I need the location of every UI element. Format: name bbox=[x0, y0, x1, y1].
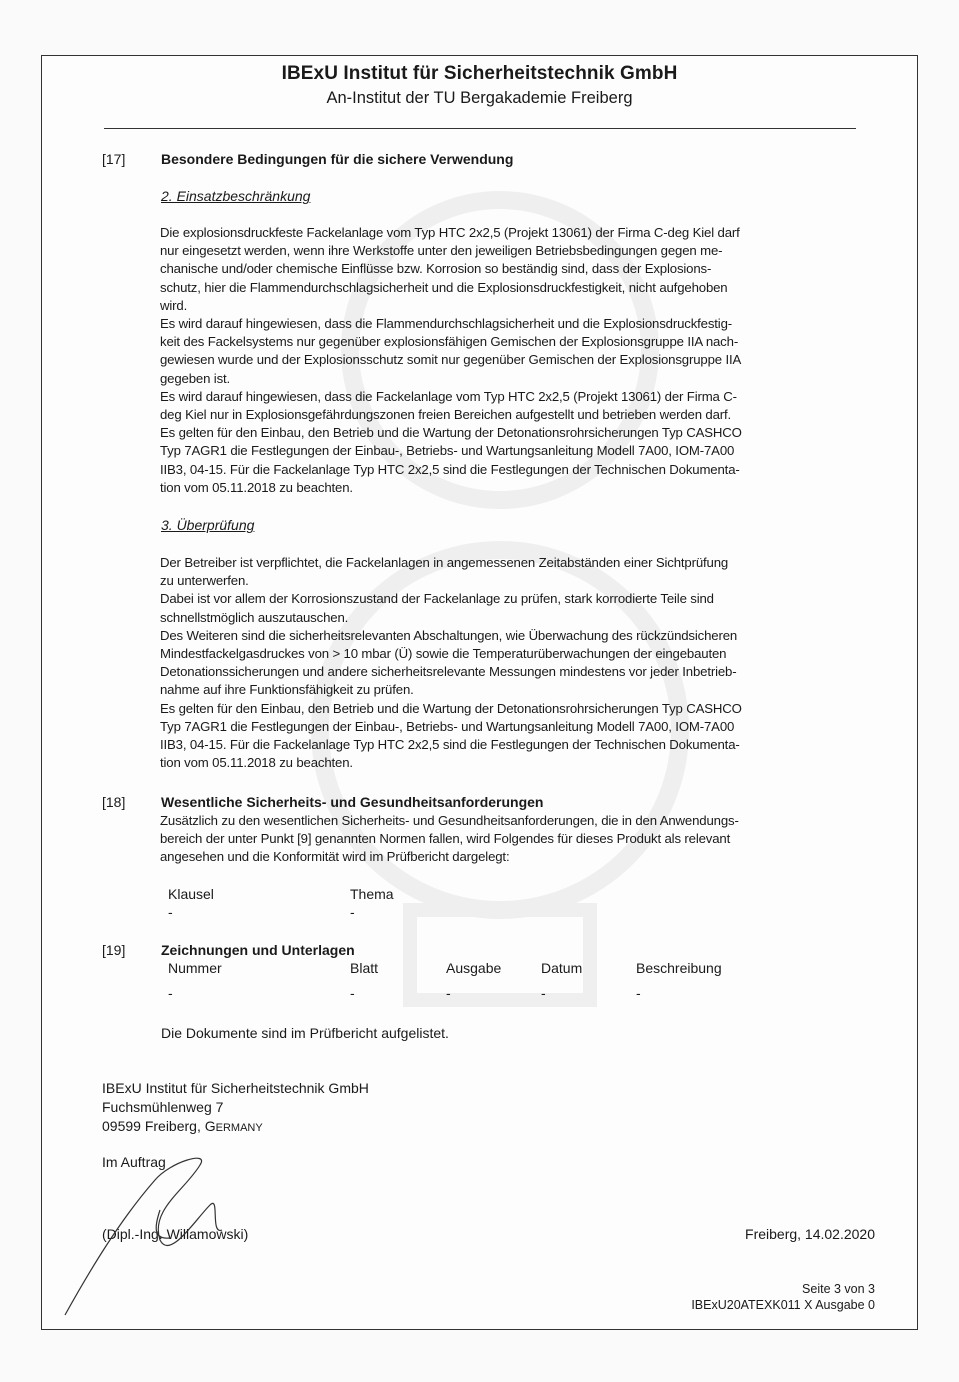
section-19-heading: Zeichnungen und Unterlagen bbox=[161, 942, 355, 958]
text-line: Typ 7AGR1 die Festlegungen der Einbau-, Betriebs- und Wartungsanleitung Modell 7A00, IOM-7A00 bbox=[160, 718, 735, 734]
table-header-nummer: Nummer bbox=[168, 960, 222, 976]
table-cell-thema: - bbox=[350, 904, 355, 920]
text-line: deg Kiel nur in Explosionsgefährdungszonen freien Bereichen aufgestellt und betrieben werden darf. bbox=[160, 407, 732, 423]
text-line: Zusätzlich zu den wesentlichen Sicherheits- und Gesundheitsanforderungen, die in den Anwendungs- bbox=[160, 813, 739, 828]
header-divider bbox=[104, 128, 856, 129]
table-header-ausgabe: Ausgabe bbox=[446, 960, 502, 976]
text-line: IIB3, 04-15. Für die Fackelanlage Typ HTC 2x2,5 sind die Festlegungen der Technischen Dokumenta- bbox=[160, 461, 740, 477]
signature-mark bbox=[60, 1150, 230, 1320]
text-line: wird. bbox=[160, 297, 188, 313]
text-line: nahme auf ihre Funktionsfähigkeit zu prüfen. bbox=[160, 682, 414, 698]
text-line: chanische und/oder chemische Einflüsse bzw. Korrosion so beständig sind, dass der Explosions- bbox=[160, 261, 712, 277]
on-behalf-label: Im Auftrag bbox=[102, 1154, 166, 1170]
text-line: Detonationssicherungen und andere sicherheitsrelevante Messungen mindestens vor jeder Inbetrieb- bbox=[160, 664, 737, 680]
table-header-blatt: Blatt bbox=[350, 960, 379, 976]
table-header-beschreibung: Beschreibung bbox=[636, 960, 722, 976]
footer-city bbox=[102, 1118, 263, 1134]
institute-subtitle: An-Institut der TU Bergakademie Freiberg bbox=[326, 89, 633, 107]
text-line: gegeben ist. bbox=[160, 370, 231, 386]
text-line: Der Betreiber ist verpflichtet, die Fackelanlagen in angemessenen Zeitabständen einer Sichtprüfung bbox=[160, 555, 729, 570]
place-and-date: Freiberg, 14.02.2020 bbox=[745, 1226, 875, 1242]
text-line: schutz, hier die Flammendurchschlagsicherheit und die Explosionsdruckfestigkeit, nicht aufgehoben bbox=[160, 279, 728, 295]
section-18-heading: Wesentliche Sicherheits- und Gesundheitsanforderungen bbox=[161, 794, 544, 810]
section-17-heading: Besondere Bedingungen für die sichere Verwendung bbox=[161, 151, 514, 167]
text-line: Es gelten für den Einbau, den Betrieb und die Wartung der Detonationsrohrsicherungen Typ CASHCO bbox=[160, 425, 742, 441]
subsection-2-text bbox=[160, 224, 860, 497]
text-line: schnellstmöglich auszutauschen. bbox=[160, 609, 349, 625]
text-line: Es wird darauf hingewiesen, dass die Flammendurchschlagsicherheit und die Explosionsdruckfestig- bbox=[160, 316, 733, 332]
footer-institute: IBExU Institut für Sicherheitstechnik GmbH bbox=[102, 1080, 369, 1096]
section-18-text bbox=[160, 812, 860, 867]
table-cell-beschreibung: - bbox=[636, 985, 641, 1001]
signatory-name: (Dipl.-Ing. Willamowski) bbox=[102, 1226, 249, 1242]
subsection-3-text bbox=[160, 554, 860, 772]
text-line: IIB3, 04-15. Für die Fackelanlage Typ HTC 2x2,5 sind die Festlegungen der Technischen Dokumenta- bbox=[160, 737, 740, 753]
text-line: tion vom 05.11.2018 zu beachten. bbox=[160, 479, 353, 495]
document-id: IBExU20ATEXK011 X Ausgabe 0 bbox=[691, 1298, 875, 1312]
text-line: gewiesen wurde und der Explosionsschutz somit nur gegenüber Gemischen der Explosionsgruppe IIA bbox=[160, 352, 742, 368]
table-cell-datum: - bbox=[541, 985, 546, 1001]
text-line: tion vom 05.11.2018 zu beachten. bbox=[160, 755, 353, 771]
text-line: Typ 7AGR1 die Festlegungen der Einbau-, Betriebs- und Wartungsanleitung Modell 7A00, IOM-7A00 bbox=[160, 443, 735, 459]
table-cell-klausel: - bbox=[168, 904, 173, 920]
footer-street: Fuchsmühlenweg 7 bbox=[102, 1099, 224, 1115]
table-cell-ausgabe: - bbox=[446, 985, 451, 1001]
text-line: Es wird darauf hingewiesen, dass die Fackelanlage vom Typ HTC 2x2,5 (Projekt 13061) der Firma C- bbox=[160, 388, 737, 404]
text-line: keit des Fackelsystems nur gegenüber explosionsfähigen Gemischen der Explosionsgruppe IIA nach- bbox=[160, 334, 739, 350]
table-cell-blatt: - bbox=[350, 985, 355, 1001]
text-line: Die explosionsdruckfeste Fackelanlage vom Typ HTC 2x2,5 (Projekt 13061) der Firma C-deg Kiel darf bbox=[160, 225, 740, 240]
text-line: nur eingesetzt werden, wenn ihre Werkstoffe unter den jeweiligen Betriebsbedingungen gegen me- bbox=[160, 243, 723, 259]
section-18-number: [18] bbox=[102, 794, 126, 810]
table-header-thema: Thema bbox=[350, 886, 394, 902]
text-line: angesehen und die Konformität wird im Prüfbericht dargelegt: bbox=[160, 849, 510, 865]
text-line: Es gelten für den Einbau, den Betrieb und die Wartung der Detonationsrohrsicherungen Typ CASHCO bbox=[160, 700, 742, 716]
text-line: Dabei ist vor allem der Korrosionszustand der Fackelanlage zu prüfen, stark korrodierte Teile sind bbox=[160, 591, 714, 607]
table-header-datum: Datum bbox=[541, 960, 583, 976]
text-line: zu unterwerfen. bbox=[160, 573, 249, 589]
footer-country-smallcaps: ERMANY bbox=[215, 1122, 263, 1134]
table-cell-nummer: - bbox=[168, 985, 173, 1001]
text-line: bereich der unter Punkt [9] genannten Normen fallen, wird Folgendes für dieses Produkt als relevant bbox=[160, 831, 731, 847]
text-line: Des Weiteren sind die sicherheitsrelevanten Abschaltungen, wie Überwachung des rückzündsicheren bbox=[160, 627, 738, 643]
institute-title: IBExU Institut für Sicherheitstechnik GmbH bbox=[281, 63, 678, 84]
section-19-number: [19] bbox=[102, 942, 126, 958]
page-number: Seite 3 von 3 bbox=[802, 1282, 875, 1296]
footer-city-name: 09599 Freiberg, G bbox=[102, 1118, 216, 1134]
subsection-3-title: 3. Überprüfung bbox=[161, 517, 255, 533]
section-17-number: [17] bbox=[102, 151, 126, 167]
documents-note: Die Dokumente sind im Prüfbericht aufgelistet. bbox=[161, 1025, 449, 1041]
table-header-klausel: Klausel bbox=[168, 886, 214, 902]
subsection-2-title: 2. Einsatzbeschränkung bbox=[161, 188, 311, 204]
text-line: Mindestfackelgasdruckes von > 10 mbar (Ü) sowie die Temperaturüberwachungen der eingebauten bbox=[160, 646, 727, 662]
